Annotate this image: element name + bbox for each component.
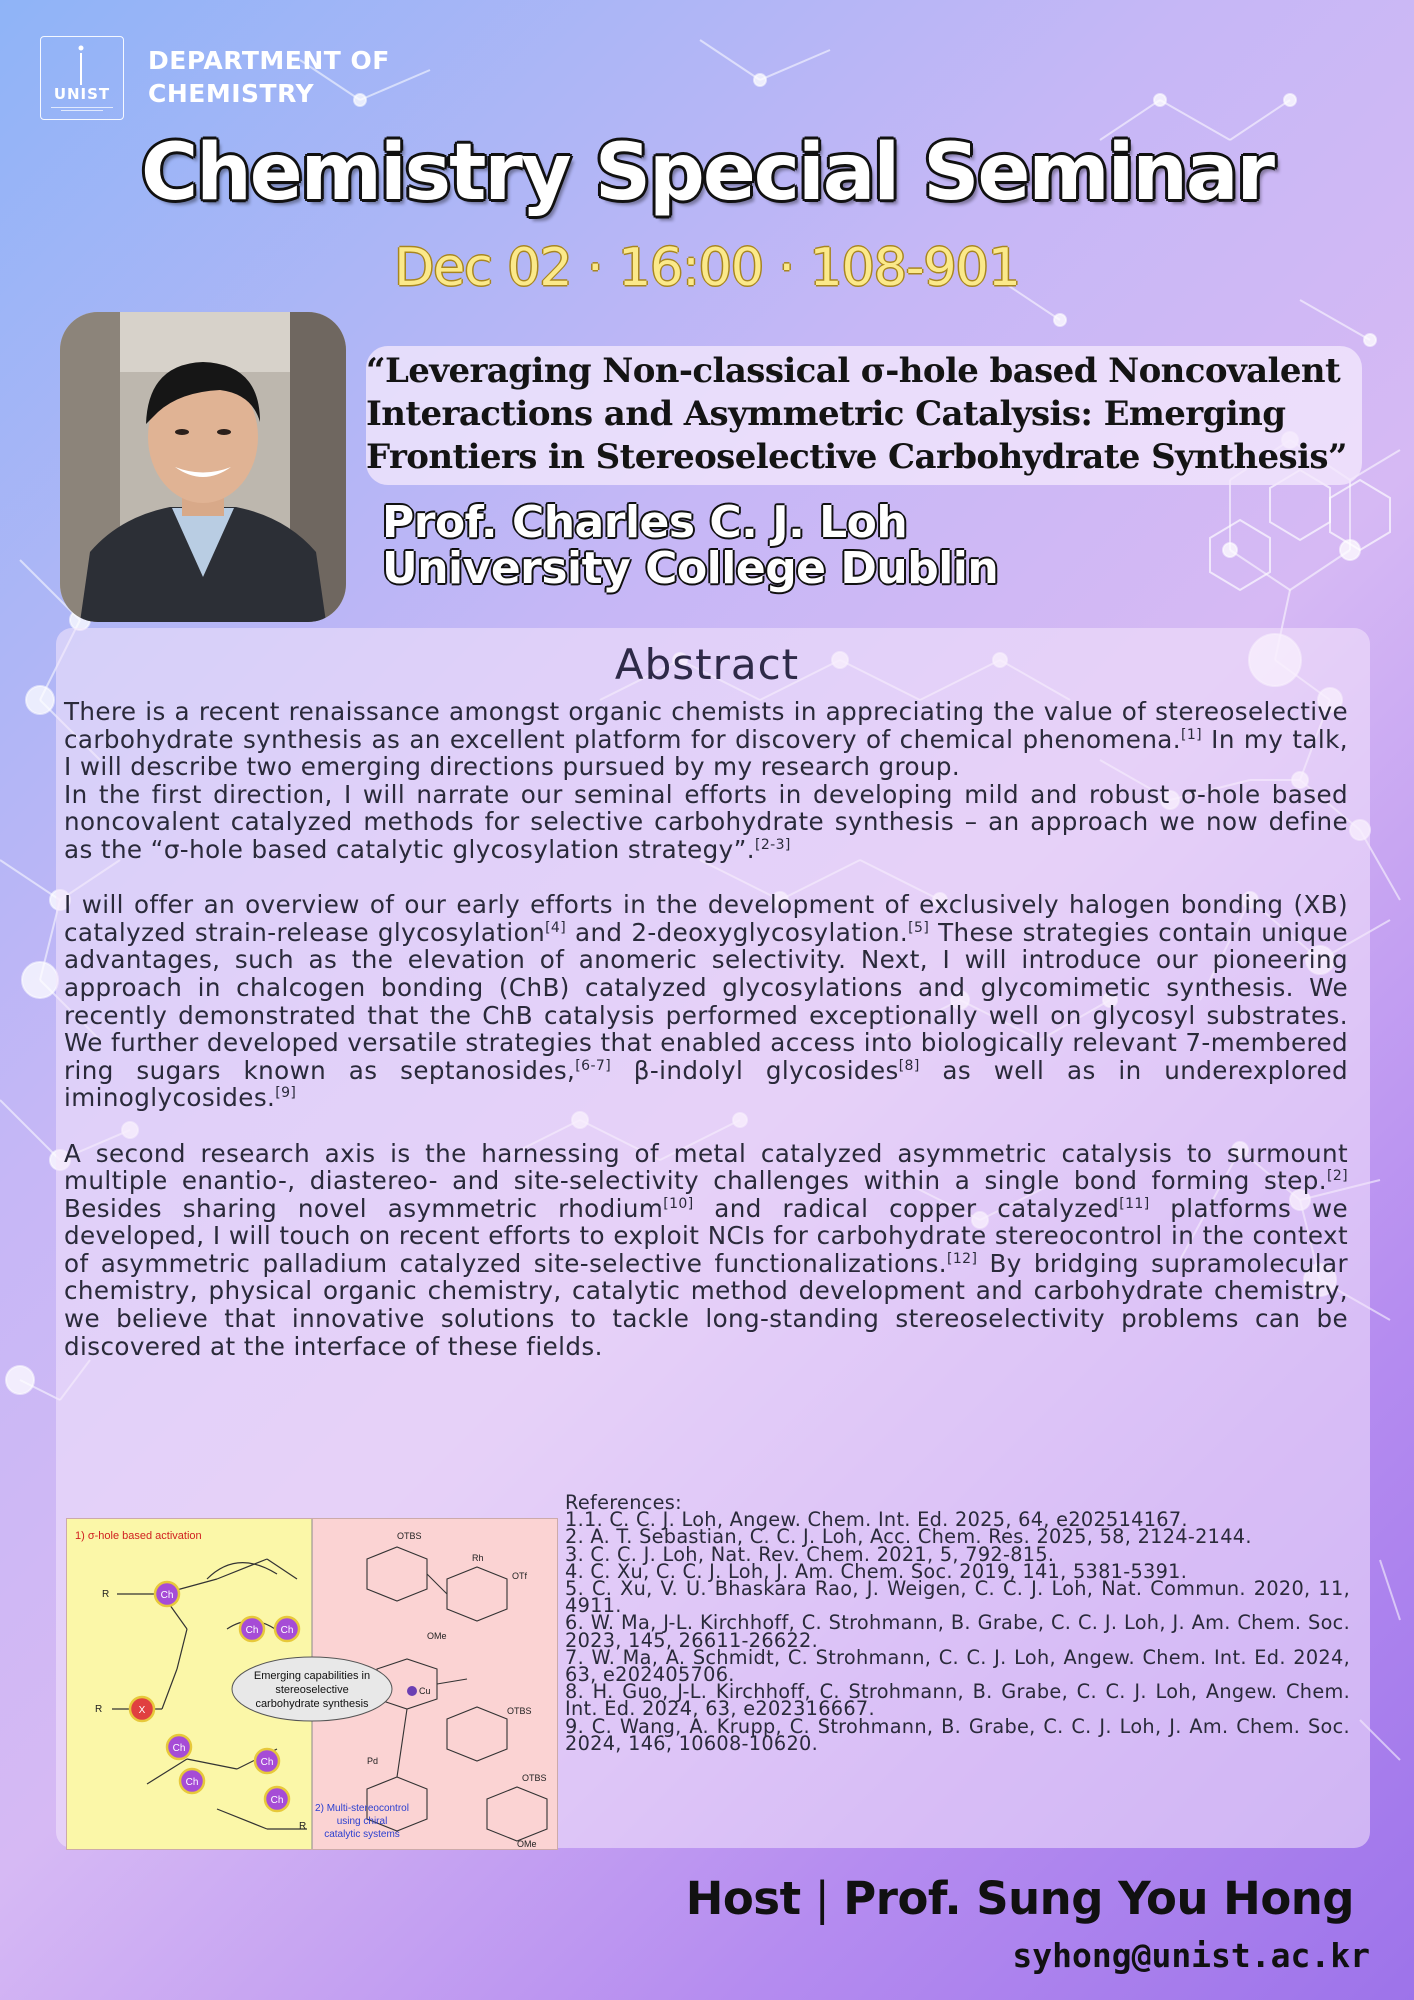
- department-name: [148, 44, 390, 110]
- host-info: [686, 1872, 1354, 1925]
- speaker-name: Prof. Charles C. J. Loh: [382, 497, 908, 548]
- reference-item: 2. A. T. Sebastian, C. C. J. Loh, Acc. Chem. Res. 2025, 58, 2124-2144.: [565, 1525, 1252, 1549]
- host-email: syhong@unist.ac.kr: [1012, 1936, 1370, 1975]
- abstract-text: These strategies contain unique advantages, such as the elevation of anomeric selectivity. Next, I will introduce our pioneering approach in chalcogen bonding (ChB) catalyzed glycosylations and glycomimetic synthesis. We recently demonstrated that the ChB catalysis performed exceptionally well on glycosyl substrates. We further developed versatile strategies that enabled access into biologically relevant 7-membered ring sugars known as septanosides,: [64, 917, 1349, 1085]
- citation: [12]: [946, 1250, 978, 1267]
- abstract-text: I will offer an overview of our early efforts in the development of exclusively halogen bonding (XB) catalyzed strain-release glycosylation: [64, 890, 1348, 947]
- reference-item: 4. C. Xu, C. C. J. Loh, J. Am. Chem. Soc. 2019, 141, 5381-5391.: [565, 1559, 1188, 1583]
- atom-label-ome: OMe: [517, 1839, 537, 1849]
- figure-label-right: using chiral: [336, 1816, 388, 1827]
- atom-label-otbs: OTBS: [397, 1531, 422, 1541]
- references-heading: References:: [565, 1491, 682, 1514]
- atom-label-ch: Ch: [280, 1625, 294, 1636]
- citation: [4]: [545, 919, 567, 936]
- citation: [1]: [1181, 726, 1203, 743]
- figure-label-right: 2) Multi-stereocontrol: [315, 1803, 409, 1814]
- abstract-paragraph-2: [64, 781, 1348, 864]
- logo-text: UNIST: [53, 85, 111, 103]
- figure-label-right: catalytic systems: [324, 1829, 400, 1840]
- figure-label-left: 1) σ-hole based activation: [75, 1530, 202, 1542]
- atom-label-otbs: OTBS: [507, 1706, 532, 1716]
- seminar-dateline: Dec 02 · 16:00 · 108-901: [394, 238, 1020, 298]
- speaker-info: [382, 497, 999, 594]
- atom-label-rh: Rh: [472, 1553, 484, 1563]
- talk-title-line: “Leveraging Non-classical σ-hole based Noncovalent: [366, 351, 1341, 391]
- figure-center-label: stereoselective: [275, 1684, 349, 1696]
- citation: [9]: [275, 1085, 297, 1102]
- abstract-text: In the first direction, I will narrate our seminal efforts in developing mild and robust σ-hole based noncovalent catalyzed methods for selective carbohydrate synthesis – an approach we now define as the “σ-hole based catalytic glycosylation strategy”.: [64, 779, 1348, 864]
- reference-item: 3. C. C. J. Loh, Nat. Rev. Chem. 2021, 5, 792-815.: [565, 1542, 1055, 1566]
- citation: [2]: [1326, 1167, 1348, 1184]
- atom-label-ch: Ch: [260, 1757, 274, 1768]
- atom-label-r: R: [102, 1589, 110, 1600]
- abstract-paragraph-1: [64, 698, 1348, 781]
- speaker-affiliation: University College Dublin: [382, 543, 999, 594]
- citation: [8]: [898, 1057, 920, 1074]
- atom-label-ch: Ch: [185, 1777, 199, 1788]
- citation: [11]: [1119, 1195, 1150, 1212]
- talk-title-line: Interactions and Asymmetric Catalysis: Emerging: [366, 394, 1286, 434]
- abstract-text: platforms we developed, I will touch on recent efforts to exploit NCIs for carbohydrate stereocontrol in the context of asymmetric palladium catalyzed site-selective functionalizations.: [64, 1193, 1348, 1278]
- talk-title: [366, 346, 1362, 485]
- abstract-text: In my talk, I will describe two emerging directions pursued by my research group.: [64, 724, 1348, 782]
- host-separator: |: [814, 1872, 830, 1925]
- talk-title-line: Frontiers in Stereoselective Carbohydrate Synthesis”: [366, 437, 1347, 477]
- citation: [2-3]: [754, 836, 791, 853]
- atom-label-otf: OTf: [512, 1571, 527, 1581]
- abstract-text: A second research axis is the harnessing of metal catalyzed asymmetric catalysis to surmount multiple enantio-, diastereo- and site-selectivity challenges within a single bond forming step.: [64, 1138, 1348, 1196]
- abstract-heading: Abstract: [614, 640, 800, 689]
- abstract-text: as well as in underexplored iminoglycosides.: [64, 1055, 1348, 1113]
- abstract-text: There is a recent renaissance amongst organic chemists in appreciating the value of stereoselective carbohydrate synthesis as an excellent platform for discovery of chemical phenomena.: [64, 697, 1348, 754]
- atom-label-ome: OMe: [427, 1631, 447, 1641]
- atom-label-x: X: [138, 1705, 146, 1716]
- abstract-text: β-indolyl glycosides: [611, 1055, 899, 1085]
- citation: [5]: [908, 919, 930, 936]
- abstract-paragraph-3: [64, 891, 1348, 1112]
- host-name: Prof. Sung You Hong: [843, 1872, 1354, 1925]
- atom-label-r: R: [95, 1704, 103, 1715]
- atom-label-ch: Ch: [160, 1590, 174, 1601]
- reference-item: 5. C. Xu, V. U. Bhaskara Rao, J. Weigen, C. C. J. Loh, Nat. Commun. 2020, 11, 4911.: [565, 1577, 1350, 1618]
- atom-label-pd: Pd: [367, 1756, 379, 1766]
- citation: [10]: [663, 1195, 694, 1212]
- unist-logo-icon: [40, 36, 124, 120]
- abstract-text: Besides sharing novel asymmetric rhodium: [64, 1193, 664, 1223]
- atom-label-ch: Ch: [270, 1795, 284, 1806]
- abstract-text: and 2-deoxyglycosylation.: [566, 917, 909, 947]
- abstract-text: and radical copper catalyzed: [693, 1193, 1120, 1223]
- reference-item: 6. W. Ma, J-L. Kirchhoff, C. Strohmann, B. Grabe, C. C. J. Loh, J. Am. Chem. Soc. 2023, 145, 26611-26622.: [565, 1611, 1350, 1652]
- reference-item: 9. C. Wang, A. Krupp, C. Strohmann, B. Grabe, C. C. J. Loh, J. Am. Chem. Soc. 2024, 146, 10608-10620.: [565, 1714, 1350, 1755]
- figure-center-label: carbohydrate synthesis: [255, 1698, 369, 1710]
- atom-label-otbs: OTBS: [522, 1773, 547, 1783]
- citation: [6-7]: [575, 1057, 612, 1074]
- reference-item: 7. W. Ma, A. Schmidt, C. Strohmann, C. C. J. Loh, Angew. Chem. Int. Ed. 2024, 63, e202405706.: [565, 1645, 1350, 1687]
- speaker-photo: [60, 312, 346, 622]
- dept-line-1: DEPARTMENT OF: [148, 46, 390, 75]
- abstract-text: By bridging supramolecular chemistry, physical organic chemistry, catalytic method development and carbohydrate chemistry, we believe that innovative solutions to tackle long-standing stereoselectivity problems can be discovered at the interface of these fields.: [64, 1248, 1348, 1361]
- reference-item: 8. H. Guo, J-L. Kirchhoff, C. Strohmann, B. Grabe, C. C. J. Loh, Angew. Chem. Int. Ed. 2024, 63, e202316667.: [565, 1680, 1350, 1721]
- atom-label-cu: Cu: [419, 1686, 431, 1696]
- references: [565, 1491, 1350, 1755]
- reference-item: 1.1. C. C. J. Loh, Angew. Chem. Int. Ed. 2025, 64, e202514167.: [565, 1508, 1188, 1532]
- dept-line-2: CHEMISTRY: [148, 79, 315, 108]
- seminar-title: Chemistry Special Seminar: [141, 128, 1273, 218]
- atom-label-ch: Ch: [172, 1743, 186, 1754]
- abstract-paragraph-4: [64, 1140, 1348, 1361]
- abstract-body: [64, 698, 1348, 1360]
- atom-label-r: R: [299, 1821, 307, 1832]
- figure-center-label: Emerging capabilities in: [253, 1670, 371, 1682]
- atom-label-ch: Ch: [245, 1625, 259, 1636]
- host-label: Host: [685, 1872, 801, 1925]
- chemistry-scheme: [66, 1518, 558, 1850]
